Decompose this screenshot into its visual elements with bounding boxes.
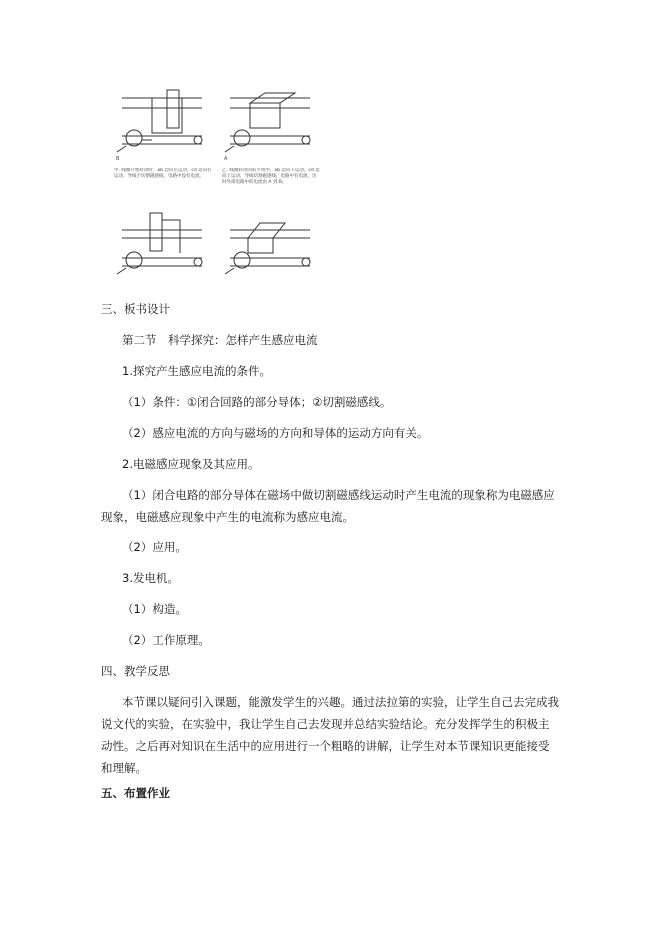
item-3-2: （2）工作原理。 [122,633,210,647]
section-4-title: 四、教学反思 [101,664,170,678]
generator-diagram-figure [112,88,322,283]
section-3-subtitle: 第二节 科学探究：怎样产生感应电流 [122,333,318,347]
item-2-1: （1）闭合电路的部分导体在磁场中做切割磁感线运动时产生电流的现象称为电磁感应现象，电磁感应现象中产生的电流称为感应电流。 [101,488,555,524]
section-5-title: 五、布置作业 [101,786,170,800]
diagram-caption-a: 甲. 线圈开始转动时，ab 边向左运动，cd 边向右运动，导线不切割磁感线，电路中没有电流。 [114,168,212,179]
item-1-2: （2）感应电流的方向与磁场的方向和导体的运动方向有关。 [122,426,429,440]
diagram-panel-bottom-left [117,213,202,274]
diagram-panel-top-left [117,90,202,152]
diagram-panel-top-right [225,93,310,152]
item-1-1: （1）条件：①闭合回路的部分导体；②切割磁感线。 [122,395,392,409]
diagram-label-b: B [116,156,120,162]
item-1: 1.探究产生感应电流的条件。 [122,364,271,378]
item-2-2: （2）应用。 [122,540,187,554]
item-3-1: （1）构造。 [122,602,187,616]
diagram-label-a: A [224,156,228,162]
diagram-caption-b: 乙. 线圈转动的前半周中，ab 边向下运动，cd 边向上运动，导线切割磁感线，电路中有电流，这时外部电路中的电流由 A 到 B。 [222,168,320,185]
item-3: 3.发电机。 [122,571,179,585]
section-3-title: 三、板书设计 [101,302,170,316]
diagram-panel-bottom-right [225,223,310,274]
item-2: 2.电磁感应现象及其应用。 [122,457,260,471]
section-4-body: 本节课以疑问引入课题，能激发学生的兴趣。通过法拉第的实验，让学生自己去完成我说文代的实验，在实验中，我让学生自己去发现并总结实验结论。充分发挥学生的积极主动性。之后再对知识在生活中的应用进行一个粗略的讲解，让学生对本节课知识更能接受和理解。 [101,695,559,775]
